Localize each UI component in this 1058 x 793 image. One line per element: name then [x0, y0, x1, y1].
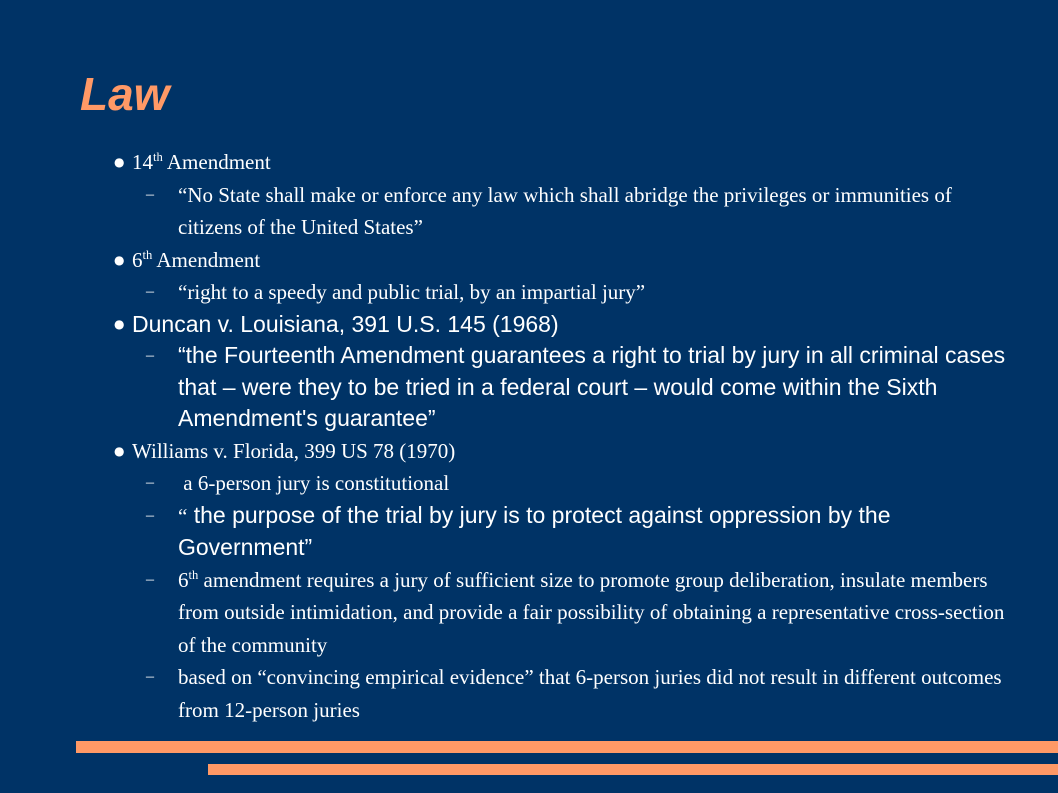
- item-text: 6th amendment requires a jury of sufficient size to promote group deliberation, insulate members from outside intimidation, and provide a fair possibility of obtaining a representative cross-section of the community: [178, 567, 1005, 657]
- list-item: [0, 146, 1058, 179]
- list-item: [0, 309, 1058, 341]
- dash-icon: –: [146, 506, 154, 524]
- bullet-icon: ●: [114, 443, 125, 458]
- dash-icon: –: [146, 185, 154, 203]
- bullet-icon: ●: [114, 316, 125, 331]
- sub-list-item: [0, 276, 1058, 309]
- item-text: a 6-person jury is constitutional: [178, 471, 450, 495]
- dash-icon: –: [146, 474, 154, 491]
- dash-icon: –: [146, 570, 154, 588]
- item-text: 6th Amendment: [132, 247, 261, 272]
- item-text: “ the purpose of the trial by jury is to protect against oppression by the Government”: [178, 501, 891, 560]
- accent-bar: [208, 764, 1058, 775]
- sub-list-item: [0, 340, 1058, 435]
- dash-icon: –: [146, 668, 154, 685]
- accent-bar: [76, 741, 1058, 753]
- sub-list-item: [0, 564, 1058, 662]
- sub-list-item: [0, 500, 1058, 564]
- item-text: “the Fourteenth Amendment guarantees a right to trial by jury in all criminal cases that – were they to be tried in a federal court – would come within the Sixth Amendment's guarantee”: [178, 342, 1006, 431]
- sub-list-item: [0, 179, 1058, 244]
- dash-icon: –: [146, 347, 154, 364]
- slide-title: Law: [80, 68, 170, 120]
- item-text: based on “convincing empirical evidence” that 6-person juries did not result in different outcomes from 12-person juries: [178, 665, 1002, 722]
- dash-icon: –: [146, 283, 154, 300]
- list-item: [0, 435, 1058, 468]
- bullet-icon: ●: [114, 155, 125, 169]
- item-text: 14th Amendment: [132, 150, 271, 174]
- item-text: “No State shall make or enforce any law which shall abridge the privileges or immunities of citizens of the United States”: [178, 182, 952, 239]
- list-item: [0, 244, 1058, 277]
- item-text: Duncan v. Louisiana, 391 U.S. 145 (1968): [132, 310, 559, 337]
- bullet-icon: ●: [114, 252, 125, 267]
- sub-list-item: [0, 661, 1058, 726]
- sub-list-item: [0, 467, 1058, 500]
- slide-content: [0, 146, 1058, 726]
- item-text: “right to a speedy and public trial, by an impartial jury”: [178, 280, 646, 304]
- item-text: Williams v. Florida, 399 US 78 (1970): [132, 438, 456, 463]
